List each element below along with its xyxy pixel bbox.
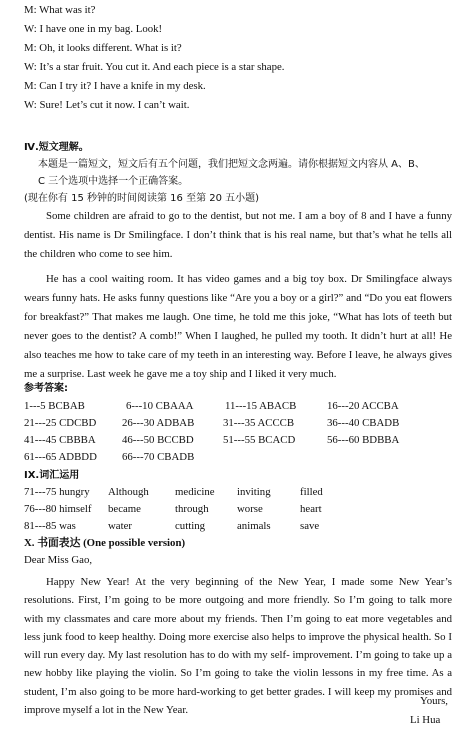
dialogue-line: W: It’s a star fruit. You cut it. And each piece is a star shape. [24,61,285,73]
letter-paragraph: Happy New Year! At the very beginning of the New Year, I made some New Year’s resolutions. First, I’m going to be more outgoing and more friendly. So I’m going to talk more with my classmates and care more about my friends. Then I’m going to eat more vegetables and less junk food to keep healthy. Doing more exercise also helps to improve the physical health. So I will run every day. My last resolution has to do with my self- improvement. I’m going to take up a new hobby like playing the violin. So I’m going to take the violin lessons in my free time. As a student, I’m also going to be more hard-working to get better grades. I will keep my promises and improve myself a lot in the New Year. [24,576,452,717]
answer-cell: 46---50 BCCBD [122,434,194,446]
answer-cell: 51---55 BCACD [223,434,296,446]
vocab-cell: cutting [175,520,205,532]
answer-cell: 6---10 CBAAA [126,400,194,412]
reading-paragraph: Some children are afraid to go to the dentist, but not me. I am a boy of 8 and I have a funny dentist. His name is Dr Smilingface. I don’t think that is his real name, but that’s what he tells all the children who come to see him. [24,210,452,260]
letter-salutation: Dear Miss Gao, [24,554,93,566]
vocab-cell: inviting [237,486,271,498]
answer-cell: 11---15 ABACB [225,400,297,412]
vocab-cell: animals [237,520,271,532]
vocab-cell: 76---80 himself [24,503,92,515]
answer-cell: 61---65 ADBDD [24,451,97,463]
writing-heading: X. 书面表达 (One possible version) [24,537,186,549]
letter-body [24,573,452,719]
vocab-cell: save [300,520,320,532]
vocab-cell: worse [237,503,263,515]
answer-cell: 36---40 CBADB [327,417,400,429]
vocab-cell: filled [300,486,323,498]
dialogue-line: M: Oh, it looks different. What is it? [24,42,182,54]
vocab-cell: water [108,520,132,532]
vocab-cell: 71---75 hungry [24,486,90,498]
vocab-cell: heart [300,503,322,515]
dialogue-line: M: Can I try it? I have a knife in my desk. [24,80,206,92]
answer-cell: 56---60 BDBBA [327,434,400,446]
reading-passage [24,207,452,384]
letter-closing: Yours, [420,695,449,707]
dialogue-line: W: Sure! Let’s cut it now. I can’t wait. [24,99,190,111]
answer-cell: 16---20 ACCBA [327,400,399,412]
answer-cell: 66---70 CBADB [122,451,195,463]
vocab-cell: Although [108,486,149,498]
answer-cell: 31---35 ACCCB [223,417,295,429]
answer-cell: 1---5 BCBAB [24,400,85,412]
reading-paragraph: He has a cool waiting room. It has video games and a big toy box. Dr Smilingface always wears funny hats. He asks funny questions like “Are you a boy or a girl?” and “Do you eat flowers for breakfast?” That makes me laugh. One time, he told me this joke, “What has lots of teeth but never goes to the dentist? A comb!” When I laughed, he pulled my tooth. It didn’t hurt at all! He also teaches me how to take care of my teeth in an interesting way. Before I leave, he always gives me a surprise. Last week he gave me a toy ship and I liked it very much. [24,273,452,380]
vocab-cell: medicine [175,486,215,498]
vocab-cell: through [175,503,209,515]
vocab-cell: 81---85 was [24,520,76,532]
vocab-heading: IX.词汇运用 [24,470,80,481]
answer-cell: 26---30 ADBAB [122,417,195,429]
dialogue-line: W: I have one in my bag. Look! [24,23,163,35]
answers-heading: 参考答案: [24,383,68,394]
letter-signature: Li Hua [410,714,441,726]
dialogue-line: M: What was it? [24,4,96,16]
reading-instruction: (现在你有 15 秒钟的时间阅读第 16 至第 20 五小题) [24,193,260,204]
reading-instruction: C 三个选项中选择一个正确答案。 [38,176,189,187]
vocab-cell: became [108,503,141,515]
answer-cell: 41---45 CBBBA [24,434,96,446]
reading-instruction: 本题是一篇短文，短文后有五个问题，我们把短文念两遍。请你根据短文内容从 A、B、 [38,159,425,170]
answer-cell: 21---25 CDCBD [24,417,97,429]
reading-heading: Ⅳ.短文理解。 [24,142,89,153]
